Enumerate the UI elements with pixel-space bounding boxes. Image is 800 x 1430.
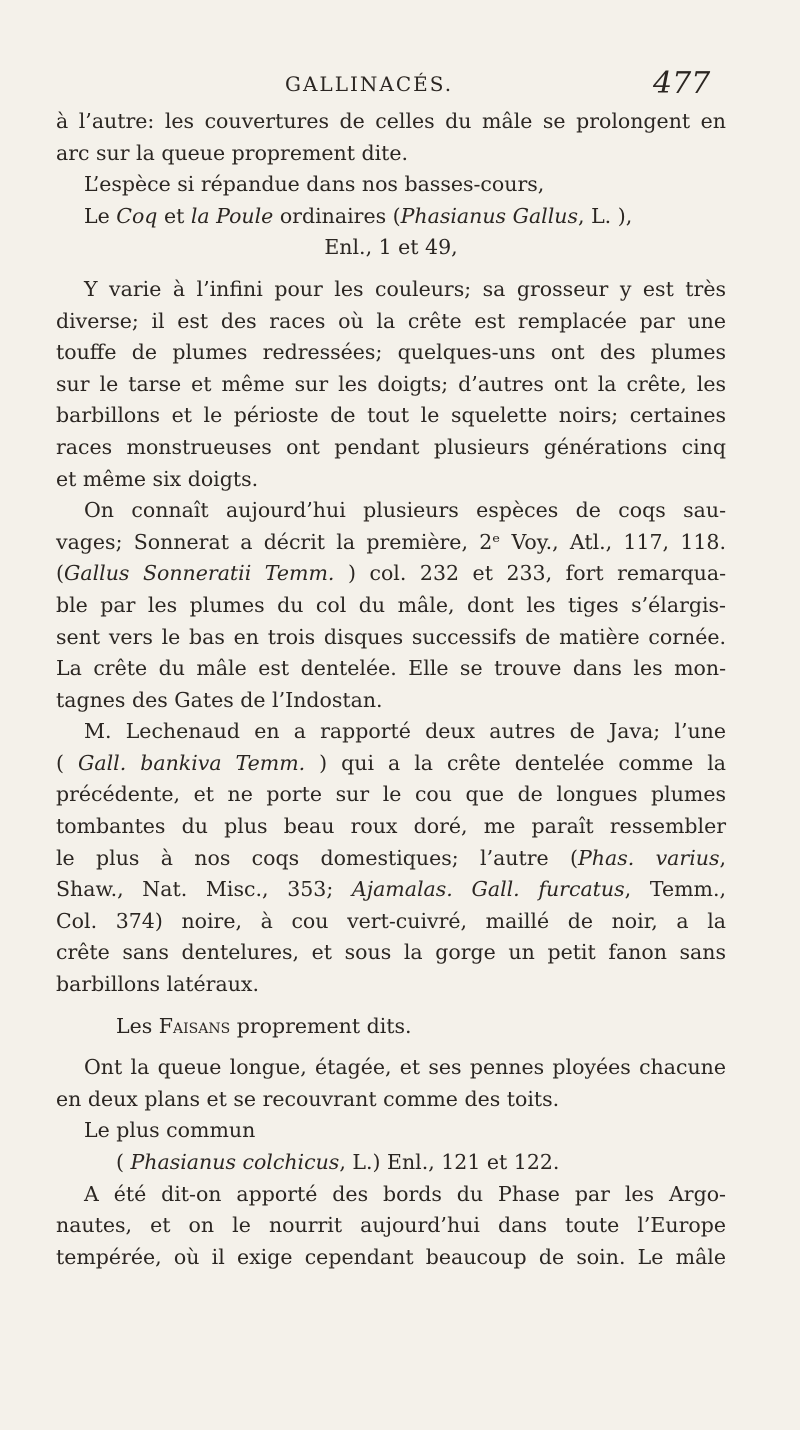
- text-line: précédente, et ne porte sur le cou que de longues plumes: [56, 782, 726, 807]
- text-line: crête sans dentelures, et sous la gorge un petit fanon sans: [56, 940, 726, 965]
- text-line: On connaît aujourd’hui plusieurs espèces de coqs sau-: [84, 498, 726, 523]
- text-line: M. Lechenaud en a rapporté deux autres de Java; l’une: [84, 719, 726, 744]
- text-line: diverse; il est des races où la crête est remplacée par une: [56, 308, 726, 333]
- text-line: tombantes du plus beau roux doré, me paraît ressembler: [56, 814, 726, 839]
- text-line: La crête du mâle est dentelée. Elle se trouve dans les mon-: [56, 656, 726, 681]
- text-line: le plus à nos coqs domestiques; l’autre (Phas. varius,: [56, 845, 727, 870]
- text-line: sent vers le bas en trois disques successifs de matière cornée.: [56, 624, 726, 649]
- text-line: Le Coq et la Poule ordinaires (Phasianus Gallus, L. ),: [84, 203, 633, 228]
- text-line: tempérée, où il exige cependant beaucoup de soin. Le mâle: [56, 1244, 726, 1269]
- text-line: sur le tarse et même sur les doigts; d’autres ont la crête, les: [56, 371, 726, 396]
- text-line: A été dit-on apporté des bords du Phase par les Argo-: [84, 1181, 726, 1206]
- text-line: L’espèce si répandue dans nos basses-cours,: [84, 172, 545, 197]
- text-line: à l’autre: les couvertures de celles du mâle se prolongent en: [56, 109, 726, 133]
- running-title: GALLINACÉS.: [285, 72, 454, 96]
- text-line: barbillons latéraux.: [56, 972, 259, 997]
- text-line: ( Phasianus colchicus, L.) Enl., 121 et 122.: [116, 1150, 560, 1174]
- page-header: [0, 62, 800, 102]
- line-spacer: [56, 1001, 726, 1011]
- text-line: Y varie à l’infini pour les couleurs; sa grosseur y est très: [84, 276, 726, 301]
- text-line: et même six doigts.: [56, 466, 259, 491]
- body-text: [56, 106, 726, 1273]
- text-line: ( Gall. bankiva Temm. ) qui a la crête dentelée comme la: [56, 750, 727, 775]
- line-spacer: [56, 264, 726, 274]
- text-line: Col. 374) noire, à cou vert-cuivré, maillé de noir, a la: [56, 908, 726, 933]
- page-number: 477: [653, 66, 711, 101]
- text-line: touffe de plumes redressées; quelques-uns ont des plumes: [56, 340, 726, 365]
- text-line: (Gallus Sonneratii Temm. ) col. 232 et 233, fort remarqua-: [56, 561, 726, 586]
- text-line: Enl., 1 et 49,: [324, 235, 458, 260]
- text-line: Shaw., Nat. Misc., 353; Ajamalas. Gall. furcatus, Temm.,: [56, 877, 726, 902]
- text-line: vages; Sonnerat a décrit la première, 2ᵉ Voy., Atl., 117, 118.: [56, 529, 726, 554]
- text-line: Le plus commun: [84, 1118, 256, 1143]
- text-line: tagnes des Gates de l’Indostan.: [56, 687, 383, 712]
- text-line: races monstrueuses ont pendant plusieurs générations cinq: [56, 434, 726, 459]
- text-line: Les Faisans proprement dits.: [116, 1013, 412, 1038]
- text-line: nautes, et on le nourrit aujourd’hui dans toute l’Europe: [56, 1213, 726, 1238]
- text-line: en deux plans et se recouvrant comme des toits.: [56, 1086, 560, 1111]
- text-line: barbillons et le périoste de tout le squelette noirs; certaines: [56, 403, 726, 428]
- text-line: Ont la queue longue, étagée, et ses pennes ployées chacune: [84, 1055, 726, 1080]
- text-line: arc sur la queue proprement dite.: [56, 140, 409, 165]
- line-spacer: [56, 1042, 726, 1052]
- text-line: ble par les plumes du col du mâle, dont les tiges s’élargis-: [56, 592, 726, 617]
